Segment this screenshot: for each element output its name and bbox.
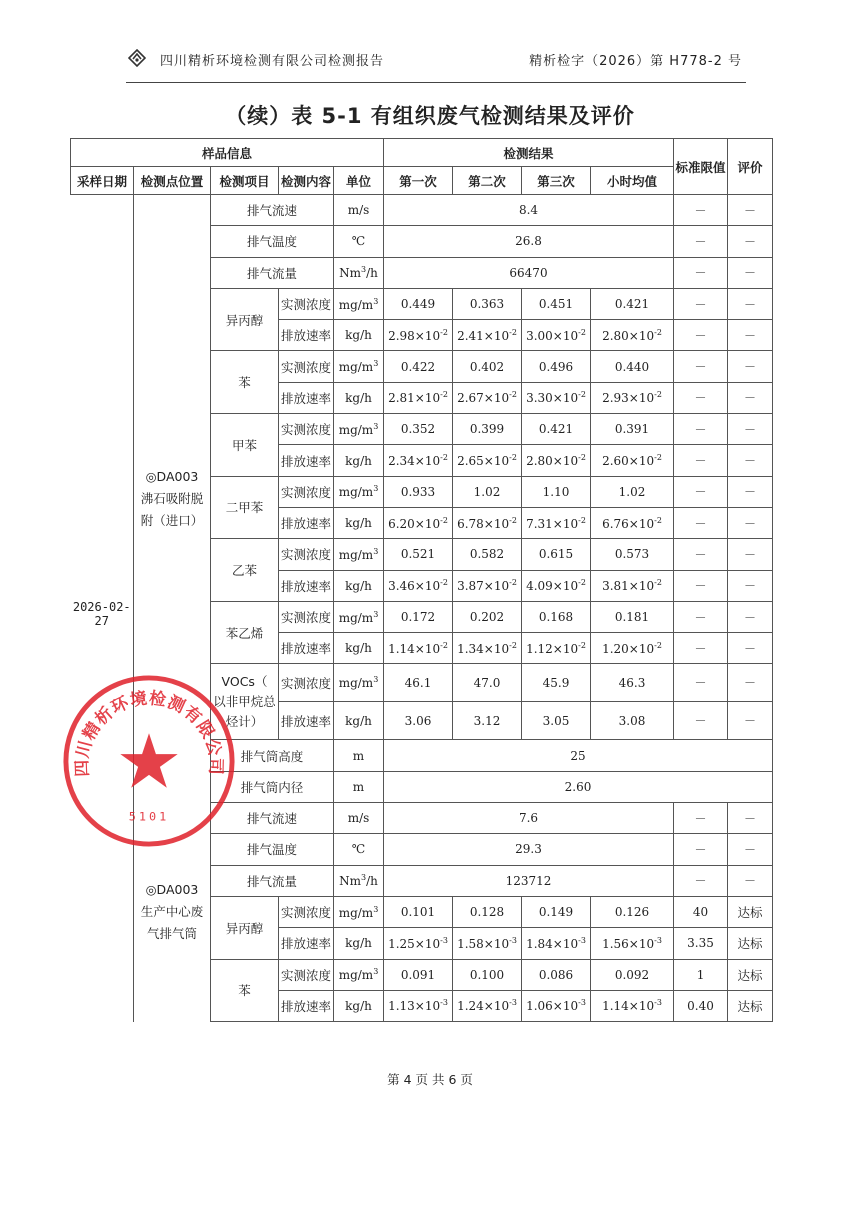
value-cell: $1.14\times 10^{-2}$ <box>384 633 453 664</box>
unit-cell: kg/h <box>334 928 384 959</box>
col-unit: 单位 <box>334 167 384 195</box>
eval-cell: 达标 <box>728 990 773 1021</box>
unit-cell: ℃ <box>334 226 384 257</box>
item-toluene: 甲苯 <box>211 414 279 477</box>
seal-star-icon <box>120 733 177 787</box>
limit-cell: － <box>674 195 728 226</box>
value-cell: 0.573 <box>591 539 674 570</box>
value-cell: 46.3 <box>591 664 674 702</box>
content-label: 排放速率 <box>279 445 334 476</box>
value-cell: $2.81\times 10^{-2}$ <box>384 382 453 413</box>
limit-cell: － <box>674 507 728 538</box>
unit-cell: $mg/m^3$ <box>334 601 384 632</box>
value-cell: 0.126 <box>591 896 674 927</box>
value-cell: 1.10 <box>522 476 591 507</box>
content-label: 排放速率 <box>279 702 334 740</box>
group-sample-info: 样品信息 <box>71 139 384 167</box>
col-content: 检测内容 <box>279 167 334 195</box>
value-cell: $2.34\times 10^{-2}$ <box>384 445 453 476</box>
col-limit: 标准限值 <box>674 139 728 195</box>
limit-cell: － <box>674 476 728 507</box>
limit-cell: － <box>674 570 728 601</box>
param-label: 排气温度 <box>211 226 334 257</box>
value-cell: $1.58\times 10^{-3}$ <box>453 928 522 959</box>
eval-cell: － <box>728 539 773 570</box>
col-eval: 评价 <box>728 139 773 195</box>
unit-cell: $mg/m^3$ <box>334 351 384 382</box>
param-label: 排气筒高度 <box>211 740 334 771</box>
col-r2: 第二次 <box>453 167 522 195</box>
eval-cell: － <box>728 601 773 632</box>
value-cell: $1.84\times 10^{-3}$ <box>522 928 591 959</box>
eval-cell: － <box>728 633 773 664</box>
value-cell: 29.3 <box>384 834 674 865</box>
limit-cell: － <box>674 702 728 740</box>
limit-cell: － <box>674 803 728 834</box>
limit-cell: － <box>674 414 728 445</box>
limit-cell: － <box>674 601 728 632</box>
value-cell: 25 <box>384 740 773 771</box>
unit-cell: $mg/m^3$ <box>334 476 384 507</box>
value-cell: 3.05 <box>522 702 591 740</box>
item-benzene: 苯 <box>211 351 279 414</box>
value-cell: $2.67\times 10^{-2}$ <box>453 382 522 413</box>
value-cell: $3.87\times 10^{-2}$ <box>453 570 522 601</box>
item-vocs: VOCs（ 以非甲烷总 烃计） <box>211 664 279 740</box>
content-label: 实测浓度 <box>279 476 334 507</box>
value-cell: 0.352 <box>384 414 453 445</box>
value-cell: 0.615 <box>522 539 591 570</box>
param-label: 排气流量 <box>211 257 334 288</box>
item-styrene: 苯乙烯 <box>211 601 279 664</box>
value-cell: $3.46\times 10^{-2}$ <box>384 570 453 601</box>
value-cell: 0.421 <box>591 288 674 319</box>
value-cell: 0.399 <box>453 414 522 445</box>
param-label: 排气筒内径 <box>211 771 334 802</box>
limit-cell: － <box>674 445 728 476</box>
col-r1: 第一次 <box>384 167 453 195</box>
content-label: 实测浓度 <box>279 288 334 319</box>
value-cell: $3.00\times 10^{-2}$ <box>522 320 591 351</box>
col-avg: 小时均值 <box>591 167 674 195</box>
svg-text:四川精析环境检测有限公司: 四川精析环境检测有限公司 <box>71 687 227 778</box>
content-label: 实测浓度 <box>279 351 334 382</box>
group-test-results: 检测结果 <box>384 139 674 167</box>
limit-cell: － <box>674 320 728 351</box>
content-label: 实测浓度 <box>279 601 334 632</box>
value-cell: $1.56\times 10^{-3}$ <box>591 928 674 959</box>
eval-cell: － <box>728 445 773 476</box>
value-cell: $1.06\times 10^{-3}$ <box>522 990 591 1021</box>
eval-cell: － <box>728 702 773 740</box>
unit-cell: $mg/m^3$ <box>334 959 384 990</box>
unit-cell: kg/h <box>334 507 384 538</box>
value-cell: 0.451 <box>522 288 591 319</box>
company-name: 四川精析环境检测有限公司检测报告 <box>160 54 385 69</box>
unit-cell: $mg/m^3$ <box>334 539 384 570</box>
content-label: 排放速率 <box>279 633 334 664</box>
eval-cell: － <box>728 226 773 257</box>
header-divider <box>126 82 746 83</box>
unit-cell: $mg/m^3$ <box>334 288 384 319</box>
value-cell: 45.9 <box>522 664 591 702</box>
company-seal-stamp <box>60 672 238 850</box>
limit-cell: － <box>674 288 728 319</box>
value-cell: 0.422 <box>384 351 453 382</box>
limit-cell: － <box>674 664 728 702</box>
unit-cell: $mg/m^3$ <box>334 896 384 927</box>
value-cell: $1.13\times 10^{-3}$ <box>384 990 453 1021</box>
unit-cell: kg/h <box>334 320 384 351</box>
limit-cell: － <box>674 633 728 664</box>
page-footer: 第 4 页 共 6 页 <box>387 1072 473 1087</box>
value-cell: 0.496 <box>522 351 591 382</box>
value-cell: 7.6 <box>384 803 674 834</box>
svg-text:5101: 5101 <box>128 809 170 824</box>
unit-cell: $mg/m^3$ <box>334 414 384 445</box>
value-cell: 0.521 <box>384 539 453 570</box>
eval-cell: 达标 <box>728 896 773 927</box>
content-label: 实测浓度 <box>279 414 334 445</box>
param-label: 排气温度 <box>211 834 334 865</box>
value-cell: 3.06 <box>384 702 453 740</box>
sample-date: 2026-02-27 <box>71 195 134 1022</box>
item-xylene: 二甲苯 <box>211 476 279 539</box>
value-cell: $1.20\times 10^{-2}$ <box>591 633 674 664</box>
unit-cell: Nm$^3$/h <box>334 865 384 896</box>
value-cell: 0.449 <box>384 288 453 319</box>
limit-cell: － <box>674 351 728 382</box>
value-cell: 0.128 <box>453 896 522 927</box>
value-cell: $2.80\times 10^{-2}$ <box>591 320 674 351</box>
unit-cell: m <box>334 771 384 802</box>
eval-cell: － <box>728 476 773 507</box>
value-cell: 3.08 <box>591 702 674 740</box>
eval-cell: － <box>728 865 773 896</box>
value-cell: 1.02 <box>591 476 674 507</box>
value-cell: $3.30\times 10^{-2}$ <box>522 382 591 413</box>
unit-cell: m/s <box>334 195 384 226</box>
param-label: 排气流量 <box>211 865 334 896</box>
value-cell: 66470 <box>384 257 674 288</box>
content-label: 实测浓度 <box>279 664 334 702</box>
value-cell: $6.78\times 10^{-2}$ <box>453 507 522 538</box>
value-cell: 0.091 <box>384 959 453 990</box>
limit-cell: － <box>674 226 728 257</box>
param-label: 排气流速 <box>211 803 334 834</box>
value-cell: 0.101 <box>384 896 453 927</box>
value-cell: 0.421 <box>522 414 591 445</box>
value-cell: 0.086 <box>522 959 591 990</box>
item-benzene: 苯 <box>211 959 279 1022</box>
eval-cell: － <box>728 257 773 288</box>
eval-cell: － <box>728 351 773 382</box>
unit-cell: $mg/m^3$ <box>334 664 384 702</box>
limit-cell: － <box>674 257 728 288</box>
col-location: 检测点位置 <box>134 167 211 195</box>
content-label: 排放速率 <box>279 570 334 601</box>
unit-cell: kg/h <box>334 702 384 740</box>
unit-cell: m/s <box>334 803 384 834</box>
content-label: 排放速率 <box>279 928 334 959</box>
value-cell: 123712 <box>384 865 674 896</box>
content-label: 排放速率 <box>279 507 334 538</box>
eval-cell: － <box>728 834 773 865</box>
location-2-line2: 生产中心废 <box>140 904 204 920</box>
content-label: 实测浓度 <box>279 539 334 570</box>
value-cell: $1.24\times 10^{-3}$ <box>453 990 522 1021</box>
location-1-line2: 沸石吸附脱 <box>140 490 204 506</box>
value-cell: 0.440 <box>591 351 674 382</box>
location-1-line3: 附（进口） <box>140 512 204 528</box>
value-cell: 3.12 <box>453 702 522 740</box>
value-cell: 1.02 <box>453 476 522 507</box>
value-cell: 0.149 <box>522 896 591 927</box>
value-cell: 0.402 <box>453 351 522 382</box>
value-cell: 0.363 <box>453 288 522 319</box>
value-cell: $6.20\times 10^{-2}$ <box>384 507 453 538</box>
unit-cell: ℃ <box>334 834 384 865</box>
col-r3: 第三次 <box>522 167 591 195</box>
value-cell: 0.172 <box>384 601 453 632</box>
col-date: 采样日期 <box>71 167 134 195</box>
limit-cell: － <box>674 382 728 413</box>
value-cell: 26.8 <box>384 226 674 257</box>
value-cell: $1.14\times 10^{-3}$ <box>591 990 674 1021</box>
value-cell: $3.81\times 10^{-2}$ <box>591 570 674 601</box>
limit-cell: 0.40 <box>674 990 728 1021</box>
results-table <box>70 138 773 1022</box>
value-cell: 0.100 <box>453 959 522 990</box>
value-cell: $2.98\times 10^{-2}$ <box>384 320 453 351</box>
limit-cell: 1 <box>674 959 728 990</box>
value-cell: 0.092 <box>591 959 674 990</box>
value-cell: $2.93\times 10^{-2}$ <box>591 382 674 413</box>
eval-cell: 达标 <box>728 959 773 990</box>
item-isopropanol: 异丙醇 <box>211 896 279 959</box>
limit-cell: － <box>674 834 728 865</box>
value-cell: 0.933 <box>384 476 453 507</box>
value-cell: $4.09\times 10^{-2}$ <box>522 570 591 601</box>
eval-cell: － <box>728 195 773 226</box>
value-cell: $1.12\times 10^{-2}$ <box>522 633 591 664</box>
company-logo-icon <box>128 49 146 67</box>
page-header <box>128 48 742 70</box>
unit-cell: kg/h <box>334 382 384 413</box>
content-label: 排放速率 <box>279 320 334 351</box>
unit-cell: m <box>334 740 384 771</box>
value-cell: $2.80\times 10^{-2}$ <box>522 445 591 476</box>
item-ethylbenzene: 乙苯 <box>211 539 279 602</box>
value-cell: $2.60\times 10^{-2}$ <box>591 445 674 476</box>
unit-cell: kg/h <box>334 633 384 664</box>
value-cell: $2.65\times 10^{-2}$ <box>453 445 522 476</box>
table-title: （续）表 5-1 有组织废气检测结果及评价 <box>225 104 635 128</box>
eval-cell: － <box>728 507 773 538</box>
limit-cell: － <box>674 865 728 896</box>
report-number: 精析检字（2026）第 H778-2 号 <box>529 54 742 69</box>
location-1-line1: ◎DA003 <box>145 468 199 484</box>
content-label: 实测浓度 <box>279 959 334 990</box>
eval-cell: － <box>728 570 773 601</box>
unit-cell: kg/h <box>334 445 384 476</box>
content-label: 排放速率 <box>279 382 334 413</box>
value-cell: 0.181 <box>591 601 674 632</box>
content-label: 实测浓度 <box>279 896 334 927</box>
unit-cell: kg/h <box>334 990 384 1021</box>
unit-cell: Nm$^3$/h <box>334 257 384 288</box>
unit-cell: kg/h <box>334 570 384 601</box>
value-cell: 2.60 <box>384 771 773 802</box>
limit-cell: 40 <box>674 896 728 927</box>
value-cell: $6.76\times 10^{-2}$ <box>591 507 674 538</box>
value-cell: $1.34\times 10^{-2}$ <box>453 633 522 664</box>
param-label: 排气流速 <box>211 195 334 226</box>
eval-cell: － <box>728 803 773 834</box>
value-cell: 0.168 <box>522 601 591 632</box>
value-cell: 0.202 <box>453 601 522 632</box>
value-cell: 47.0 <box>453 664 522 702</box>
value-cell: $2.41\times 10^{-2}$ <box>453 320 522 351</box>
limit-cell: 3.35 <box>674 928 728 959</box>
eval-cell: 达标 <box>728 928 773 959</box>
value-cell: $1.25\times 10^{-3}$ <box>384 928 453 959</box>
value-cell: $7.31\times 10^{-2}$ <box>522 507 591 538</box>
value-cell: 46.1 <box>384 664 453 702</box>
value-cell: 0.582 <box>453 539 522 570</box>
eval-cell: － <box>728 414 773 445</box>
value-cell: 8.4 <box>384 195 674 226</box>
content-label: 排放速率 <box>279 990 334 1021</box>
item-isopropanol: 异丙醇 <box>211 288 279 351</box>
location-2-line3: 气排气筒 <box>146 926 197 942</box>
limit-cell: － <box>674 539 728 570</box>
location-2-line1: ◎DA003 <box>145 882 199 898</box>
eval-cell: － <box>728 382 773 413</box>
eval-cell: － <box>728 320 773 351</box>
eval-cell: － <box>728 664 773 702</box>
col-item: 检测项目 <box>211 167 279 195</box>
value-cell: 0.391 <box>591 414 674 445</box>
eval-cell: － <box>728 288 773 319</box>
